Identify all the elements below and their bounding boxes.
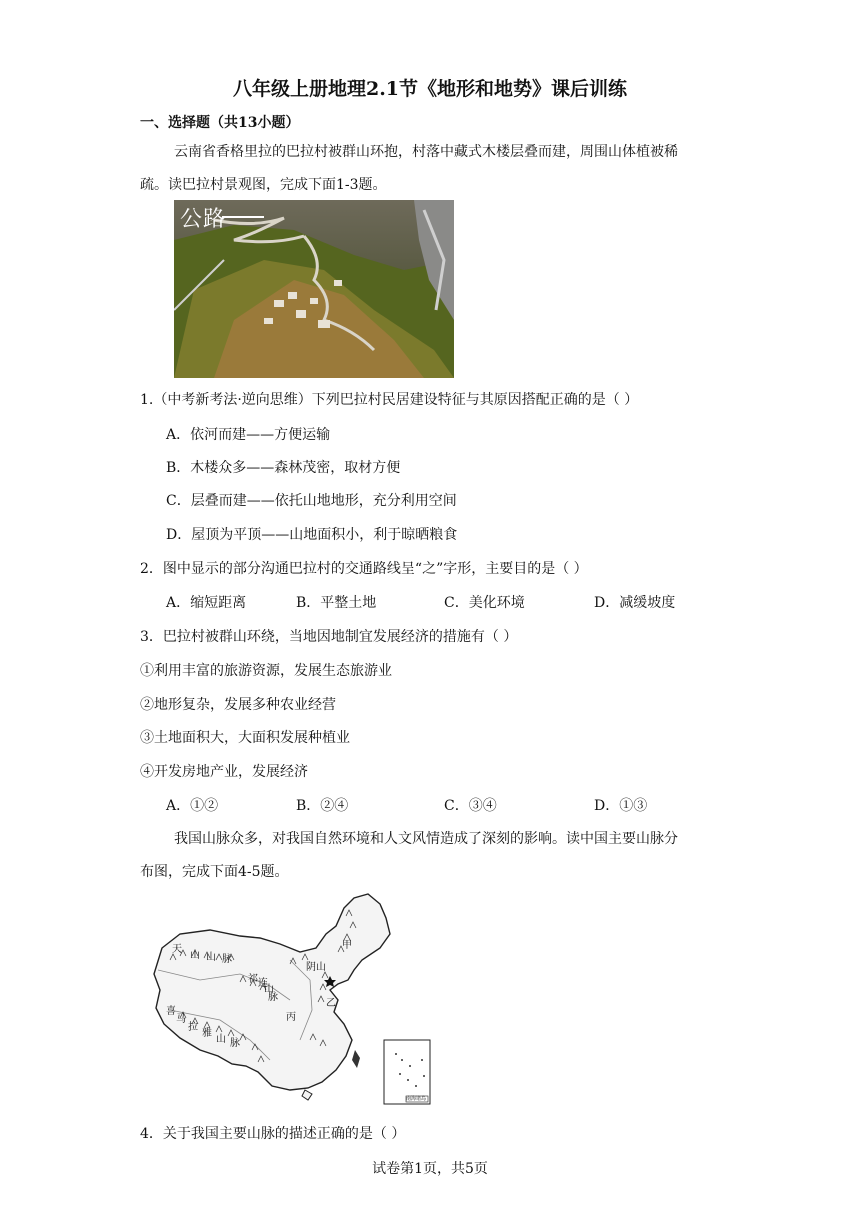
map-label-ximalaya-1: 喜	[166, 1006, 176, 1017]
q1-stem: 1.（中考新考法·逆向思维）下列巴拉村民居建设特征与其原因搭配正确的是（ ）	[140, 392, 639, 408]
q2-stem: 2．图中显示的部分沟通巴拉村的交通路线呈“之”字形，主要目的是（ ）	[140, 561, 588, 577]
map-label-qilian-1: 祁	[248, 974, 258, 985]
q1-option-c[interactable]: C．层叠而建——依托山地地形，充分利用空间	[166, 493, 457, 509]
map-label-yinshan: 阴山	[306, 962, 326, 973]
map-label-qilian-4: 脉	[268, 992, 278, 1003]
q3-item-2: ②地形复杂，发展多种农业经营	[140, 697, 336, 713]
page-title: 八年级上册地理2.1节《地形和地势》课后训练	[232, 78, 628, 100]
q1-option-a[interactable]: A．依河而建——方便运输	[166, 427, 331, 443]
map-label-ximalaya-3: 拉	[188, 1022, 198, 1033]
map-label-qilian-3: 山	[264, 984, 274, 995]
q3-option-d[interactable]: D．①③	[594, 798, 648, 814]
q3-stem: 3．巴拉村被群山环绕，当地因地制宜发展经济的措施有（ ）	[140, 629, 518, 645]
q2-option-c[interactable]: C．美化环境	[444, 595, 525, 611]
intro2-line2: 布图，完成下面4-5题。	[140, 864, 289, 880]
map-label-tianshan-2: 山	[190, 950, 200, 961]
q2-option-d[interactable]: D．减缓坡度	[594, 595, 676, 611]
china-mountains-map	[140, 890, 440, 1110]
map-label-tianshan-3: 山	[206, 952, 216, 963]
q1-option-b[interactable]: B．木楼众多——森林茂密，取材方便	[166, 460, 401, 476]
page-footer: 试卷第1页，共5页	[372, 1161, 488, 1177]
intro2-line1: 我国山脉众多，对我国自然环境和人文风情造成了深刻的影响。读中国主要山脉分	[174, 831, 678, 847]
map-label-tianshan-4: 脉	[222, 954, 232, 965]
map-label-jia: 甲	[342, 940, 352, 951]
q2-option-a[interactable]: A．缩短距离	[166, 595, 247, 611]
china-outline	[140, 890, 440, 1110]
map-label-ximalaya-6: 脉	[230, 1038, 240, 1049]
q3-item-3: ③土地面积大，大面积发展种植业	[140, 730, 350, 746]
map-label-ximalaya-2: 马	[176, 1014, 186, 1025]
q1-option-d[interactable]: D．屋顶为平顶——山地面积小，利于晾晒粮食	[166, 527, 458, 543]
q3-item-1: ①利用丰富的旅游资源，发展生态旅游业	[140, 663, 392, 679]
q3-item-4: ④开发房地产业，发展经济	[140, 764, 308, 780]
q3-option-b[interactable]: B．②④	[296, 798, 349, 814]
map-label-ximalaya-5: 山	[216, 1034, 226, 1045]
intro1-line2: 疏。读巴拉村景观图，完成下面1-3题。	[140, 177, 387, 193]
map-label-bing: 丙	[286, 1012, 296, 1023]
q3-option-a[interactable]: A．①②	[166, 798, 219, 814]
q4-stem: 4．关于我国主要山脉的描述正确的是（ ）	[140, 1126, 406, 1142]
intro1-line1: 云南省香格里拉的巴拉村被群山环抱，村落中藏式木楼层叠而建，周围山体植被稀	[174, 144, 678, 160]
map-label-yi: 乙	[326, 998, 336, 1009]
map-label-tianshan-1: 天	[172, 944, 182, 955]
bala-village-photo	[174, 200, 454, 378]
road-label: 公路	[180, 207, 227, 232]
q3-option-c[interactable]: C．③④	[444, 798, 497, 814]
map-label-qilian-2: 连	[258, 978, 268, 989]
q2-option-b[interactable]: B．平整土地	[296, 595, 377, 611]
map-label-ximalaya-4: 雅	[202, 1028, 212, 1039]
map-label-inset: 南海诸岛	[406, 1096, 427, 1102]
section-heading: 一、选择题（共13小题）	[140, 115, 300, 131]
